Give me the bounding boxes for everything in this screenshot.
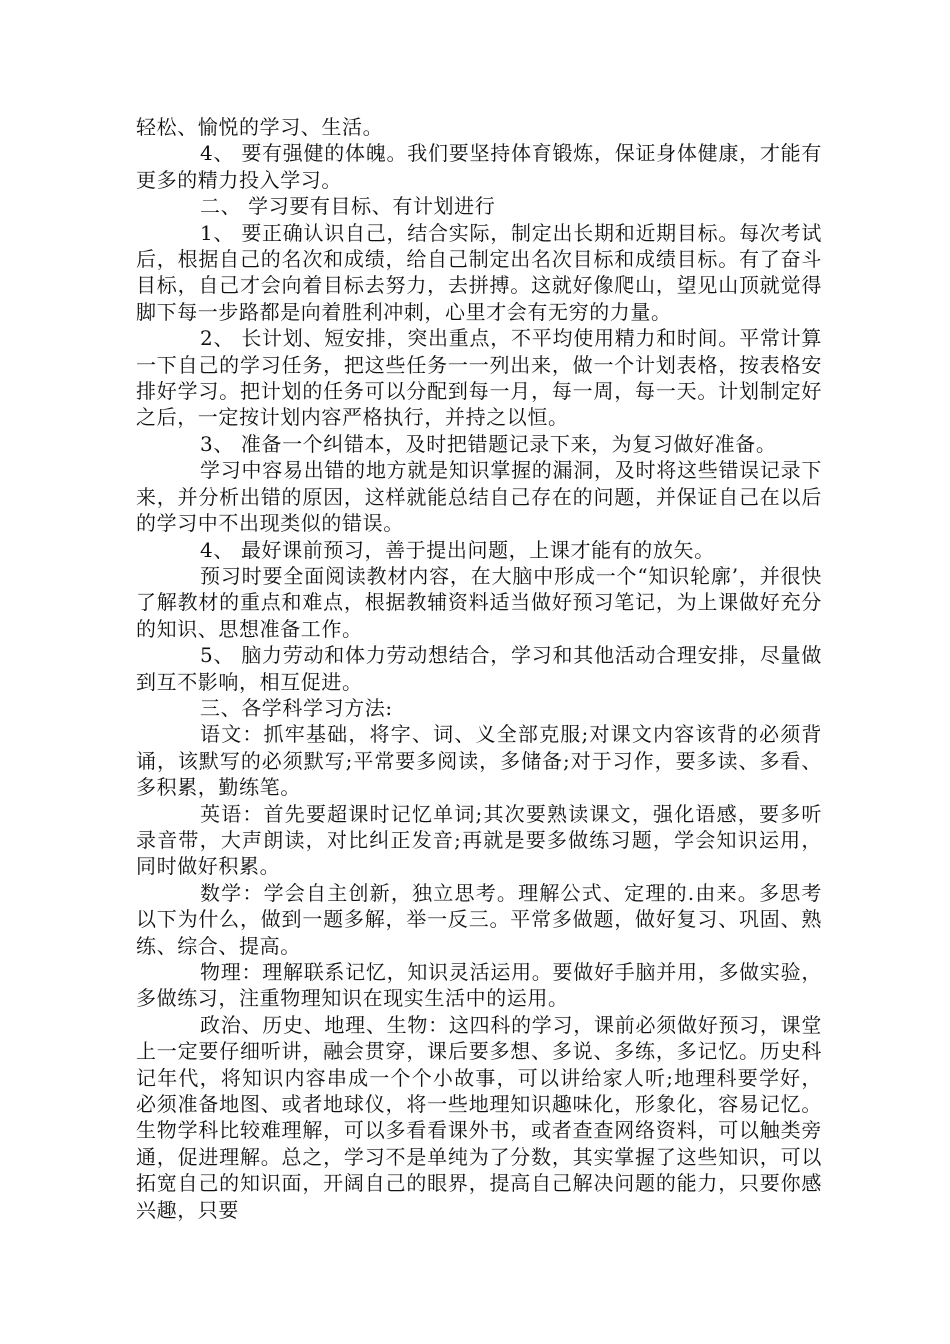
paragraph: 学习中容易出错的地方就是知识掌握的漏洞，及时将这些错误记录下来，并分析出错的原因，这样就能总结自己存在的问题，并保证自己在以后的学习中不出现类似的错误。 bbox=[136, 458, 822, 536]
paragraph: 英语：首先要超课时记忆单词;其次要熟读课文，强化语感，要多听录音带，大声朗读，对比纠正发音;再就是要多做练习题，学会知识运用，同时做好积累。 bbox=[136, 801, 822, 879]
paragraph: 预习时要全面阅读教材内容，在大脑中形成一个“知识轮廓’，并很快了解教材的重点和难点，根据教辅资料适当做好预习笔记，为上课做好充分的知识、思想准备工作。 bbox=[136, 563, 822, 641]
section-heading: 二、 学习要有目标、有计划进行 bbox=[200, 194, 496, 219]
document-body bbox=[136, 114, 822, 1223]
paragraph: 4、 要有强健的体魄。我们要坚持体育锻炼，保证身体健康，才能有更多的精力投入学习。 bbox=[136, 141, 822, 192]
paragraph: 1、 要正确认识自己，结合实际，制定出长期和近期目标。每次考试后，根据自己的名次和成绩，给自己制定出名次目标和成绩目标。有了奋斗目标，自己才会向着目标去努力，去拼搏。这就好像爬山，望见山顶就觉得脚下每一步路都是向着胜利冲刺，心里才会有无穷的力量。 bbox=[136, 220, 822, 324]
paragraph: 政治、历史、地理、生物：这四科的学习，课前必须做好预习，课堂上一定要仔细听讲，融会贯穿，课后要多想、多说、多练，多记忆。历史科记年代，将知识内容串成一个个小故事，可以讲给家人听;地理科要学好，必须准备地图、或者地球仪，将一些地理知识趣味化，形象化，容易记忆。生物学科比较难理解，可以多看看课外书，或者查查网络资料，可以触类旁通，促进理解。总之，学习不是单纯为了分数，其实掌握了这些知识，可以拓宽自己的知识面，开阔自己的眼界，提高自己解决问题的能力，只要你感兴趣，只要 bbox=[136, 1012, 822, 1222]
paragraph: 3、 准备一个纠错本，及时把错题记录下来，为复习做好准备。 bbox=[200, 431, 777, 456]
paragraph: 轻松、愉悦的学习、生活。 bbox=[136, 115, 384, 139]
paragraph: 语文：抓牢基础，将字、词、义全部克服;对课文内容该背的必须背诵，该默写的必须默写;平常要多阅读，多储备;对于习作，要多读、多看、多积累，勤练笔。 bbox=[136, 722, 822, 800]
section-heading: 三、各学科学习方法: bbox=[200, 695, 393, 720]
paragraph: 2、 长计划、短安排，突出重点，不平均使用精力和时间。平常计算一下自己的学习任务，把这些任务一一列出来，做一个计划表格，按表格安排好学习。把计划的任务可以分配到每一月，每一周，每一天。计划制定好之后，一定按计划内容严格执行，并持之以恒。 bbox=[136, 326, 822, 430]
paragraph: 物理：理解联系记忆，知识灵活运用。要做好手脑并用，多做实验，多做练习，注重物理知识在现实生活中的运用。 bbox=[136, 960, 822, 1011]
paragraph: 4、 最好课前预习，善于提出问题，上课才能有的放矢。 bbox=[200, 537, 715, 562]
paragraph: 5、 脑力劳动和体力劳动想结合，学习和其他活动合理安排，尽量做到互不影响，相互促进。 bbox=[136, 643, 822, 694]
paragraph: 数学：学会自主创新，独立思考。理解公式、定理的.由来。多思考以下为什么，做到一题多解，举一反三。平常多做题，做好复习、巩固、熟练、综合、提高。 bbox=[136, 880, 822, 958]
